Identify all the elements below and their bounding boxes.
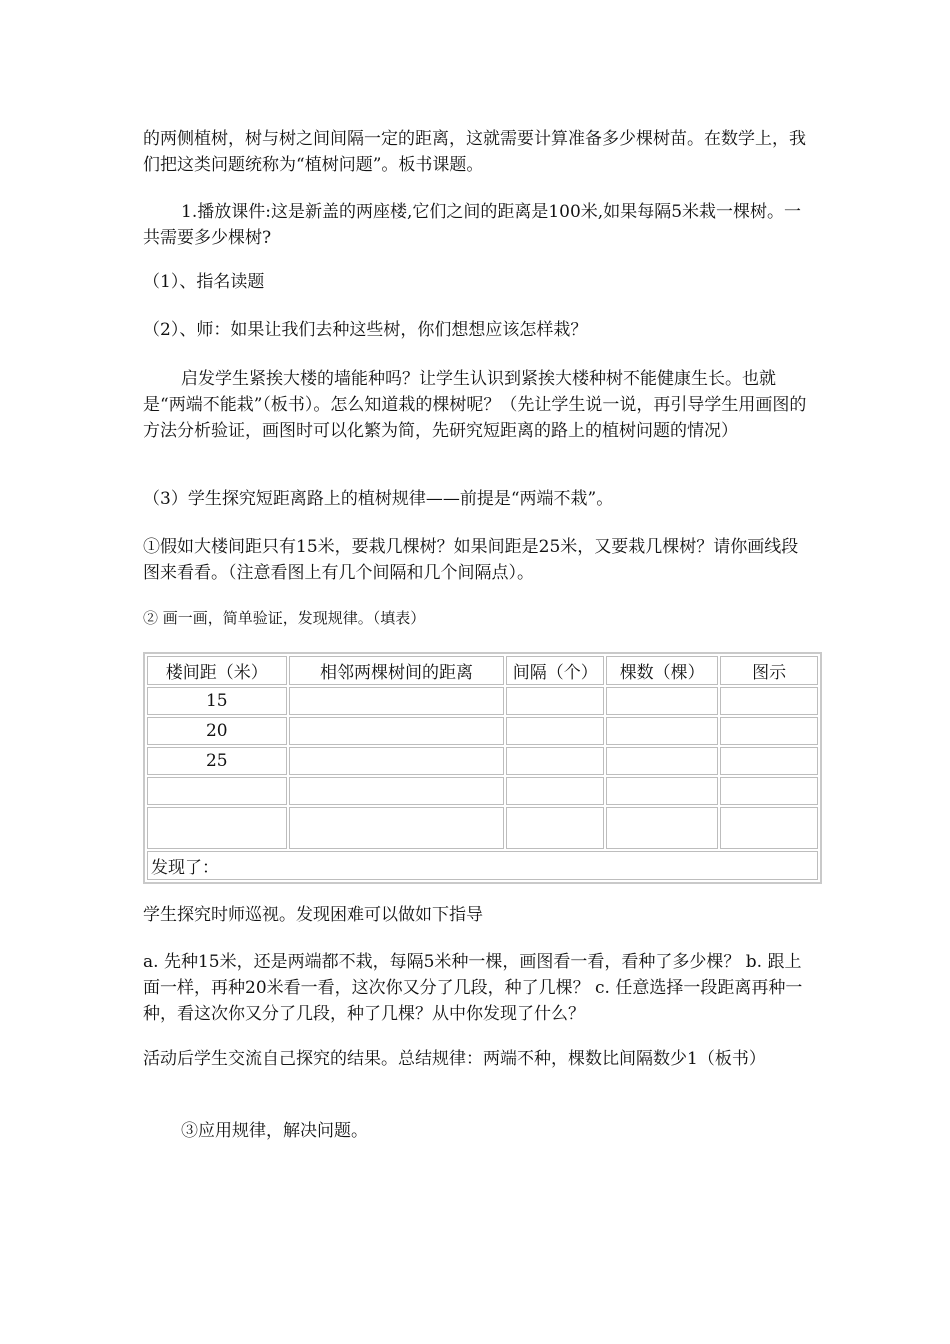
table-cell xyxy=(147,777,287,805)
table-header-cell: 相邻两棵树间的距离 xyxy=(289,656,505,685)
table-cell xyxy=(606,807,718,849)
table-cell xyxy=(606,747,718,775)
table-cell xyxy=(720,777,818,805)
table-row xyxy=(147,717,818,745)
hints-paragraph: a. 先种15米，还是两端都不栽，每隔5米种一棵，画图看一看，看种了多少棵？ b. 跟上面一样，再种20米看一看，这次你又分了几段，种了几棵？ c. 任意选择一段距离再种一种，看这次你又分了几段，种了几棵？从中你发现了什么？ xyxy=(143,952,803,1024)
table-header-cell: 间隔（个） xyxy=(506,656,604,685)
table-cell xyxy=(289,717,505,745)
table-cell xyxy=(720,747,818,775)
table-cell: 20 xyxy=(147,717,287,745)
circle-3-paragraph: ③应用规律，解决问题。 xyxy=(181,1121,368,1141)
step-1-paragraph: （1）、指名读题 xyxy=(143,272,265,292)
guide-paragraph: 启发学生紧挨大楼的墙能种吗？让学生认识到紧挨大楼种树不能健康生长。也就是“两端不能栽”（板书）。怎么知道栽的棵树呢？（先让学生说一说，再引导学生用画图的方法分析验证，画图时可以化繁为简，先研究短距离的路上的植树问题的情况） xyxy=(143,369,807,441)
table-cell: 25 xyxy=(147,747,287,775)
table-cell xyxy=(606,777,718,805)
step-2-paragraph: （2）、师：如果让我们去种这些树，你们想想应该怎样栽？ xyxy=(143,320,588,340)
table-cell xyxy=(606,687,718,715)
table-cell: 15 xyxy=(147,687,287,715)
circle-1-paragraph: ①假如大楼间距只有15米，要栽几棵树？如果间距是25米，又要栽几棵树？请你画线段图来看看。（注意看图上有几个间隔和几个间隔点）。 xyxy=(143,537,799,583)
table-row xyxy=(147,747,818,775)
table-cell xyxy=(147,807,287,849)
table-cell xyxy=(606,717,718,745)
intro-paragraph: 的两侧植树，树与树之间间隔一定的距离，这就需要计算准备多少棵树苗。在数学上，我们把这类问题统称为“植树问题”。板书课题。 xyxy=(143,129,806,175)
table-cell xyxy=(289,747,505,775)
table-header-cell: 棵数（棵） xyxy=(606,656,718,685)
summary-paragraph: 活动后学生交流自己探究的结果。总结规律：两端不种，棵数比间隔数少1（板书） xyxy=(143,1049,766,1069)
table-header-row xyxy=(147,656,818,685)
table-found-row xyxy=(147,851,818,880)
table-header-cell: 楼间距（米） xyxy=(147,656,287,685)
table-cell xyxy=(720,687,818,715)
table-cell xyxy=(720,717,818,745)
table-cell xyxy=(289,777,505,805)
found-label: 发现了： xyxy=(147,851,818,880)
table-cell xyxy=(289,807,505,849)
table-row xyxy=(147,777,818,805)
table-row xyxy=(147,807,818,849)
step-3-paragraph: （3）学生探究短距离路上的植树规律——前提是“两端不栽”。 xyxy=(143,489,614,509)
circle-2-paragraph: ② 画一画，简单验证，发现规律。（填表） xyxy=(143,609,426,627)
table-cell xyxy=(506,747,604,775)
table-cell xyxy=(506,807,604,849)
table-header-cell: 图示 xyxy=(720,656,818,685)
table-row xyxy=(147,687,818,715)
table-cell xyxy=(506,777,604,805)
fill-in-table xyxy=(143,652,822,884)
patrol-paragraph: 学生探究时师巡视。发现困难可以做如下指导 xyxy=(143,905,483,925)
table-cell xyxy=(720,807,818,849)
item-1-paragraph: 1.播放课件:这是新盖的两座楼,它们之间的距离是100米,如果每隔5米栽一棵树。一共需要多少棵树? xyxy=(143,202,802,248)
table-cell xyxy=(506,717,604,745)
table-cell xyxy=(506,687,604,715)
table-cell xyxy=(289,687,505,715)
